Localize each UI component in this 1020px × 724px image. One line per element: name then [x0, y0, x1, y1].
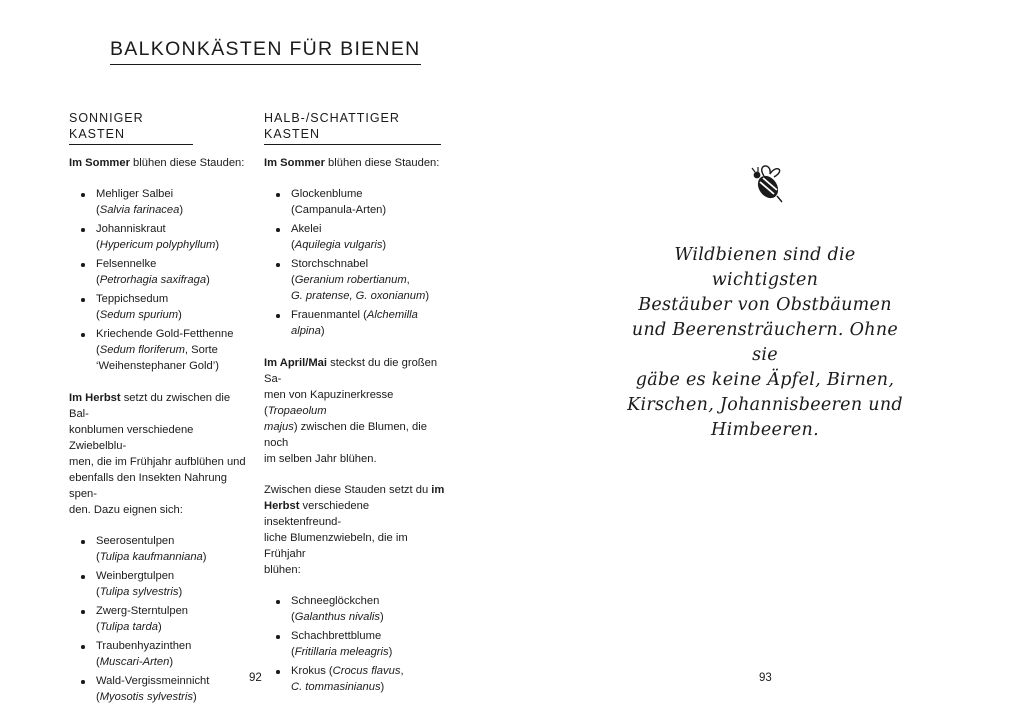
- list-item: Weinbergtulpen (Tulipa sylvestris): [96, 568, 249, 600]
- shady-autumn-text: Zwischen diese Stauden setzt du im Herbst verschiedene insektenfreund- liche Blumenzwiebeln, die im Frühjahr blühen:: [264, 484, 445, 576]
- list-item: Frauenmantel (Alchemilla alpina): [291, 307, 446, 339]
- list-item: Mehliger Salbei (Salvia farinacea): [96, 186, 249, 218]
- shady-autumn-list: [264, 593, 446, 695]
- page-number: 93: [759, 672, 772, 684]
- list-item: Traubenhyazinthen (Muscari-Arten): [96, 638, 249, 670]
- list-item: Felsennelke (Petrorhagia saxifraga): [96, 256, 249, 288]
- sunny-box-heading: SONNIGER KASTEN: [69, 110, 193, 145]
- sunny-box-column: [69, 110, 249, 721]
- list-item: Akelei (Aquilegia vulgaris): [291, 221, 446, 253]
- list-item: Schachbrettblume (Fritillaria meleagris): [291, 628, 446, 660]
- shady-summer-list: [264, 186, 446, 339]
- list-item: Zwerg-Sterntulpen (Tulipa tarda): [96, 603, 249, 635]
- list-item: Krokus (Crocus flavus, C. tommasinianus): [291, 663, 446, 695]
- list-item: Wald-Vergissmeinnicht (Myosotis sylvestris): [96, 673, 249, 705]
- shady-april-text: Im April/Mai steckst du die großen Sa- men von Kapuzinerkresse (Tropaeolum majus) zwischen die Blumen, die noch im selben Jahr blühen.: [264, 357, 438, 465]
- list-item: Teppichsedum (Sedum spurium): [96, 291, 249, 323]
- list-item: Kriechende Gold-Fetthenne (Sedum floriferum, Sorte ‘Weihenstephaner Gold’): [96, 326, 249, 374]
- sunny-summer-intro: Im Sommer blühen diese Stauden:: [69, 157, 245, 169]
- page-number: 92: [249, 672, 262, 684]
- shady-summer-intro: Im Sommer blühen diese Stauden:: [264, 157, 440, 169]
- shady-box-heading: HALB-/SCHATTIGER KASTEN: [264, 110, 441, 145]
- sunny-summer-list: [69, 186, 249, 374]
- list-item: Johanniskraut (Hypericum polyphyllum): [96, 221, 249, 253]
- sunny-autumn-list: [69, 533, 249, 705]
- right-page: [510, 0, 1020, 724]
- list-item: Seerosentulpen (Tulipa kaufmanniana): [96, 533, 249, 565]
- list-item: Schneeglöckchen (Galanthus nivalis): [291, 593, 446, 625]
- sunny-autumn-text: Im Herbst setzt du zwischen die Bal- konblumen verschiedene Zwiebelblu- men, die im Frühjahr aufblühen und ebenfalls den Insekten Nahrung spen- den. Dazu eignen sich:: [69, 392, 246, 516]
- quote-text: Wildbienen sind die wichtigsten Bestäuber von Obstbäumen und Beerensträuchern. Ohne sie gäbe es keine Äpfel, Birnen, Kirschen, Johannisbeeren und Himbeeren.: [627, 245, 903, 440]
- list-item: Glockenblume (Campanula-Arten): [291, 186, 446, 218]
- list-item: Storchschnabel (Geranium robertianum, G. pratense, G. oxonianum): [291, 256, 446, 304]
- bee-icon: [746, 160, 790, 206]
- page-title: BALKONKÄSTEN FÜR BIENEN: [110, 38, 421, 65]
- shady-box-column: [264, 110, 446, 711]
